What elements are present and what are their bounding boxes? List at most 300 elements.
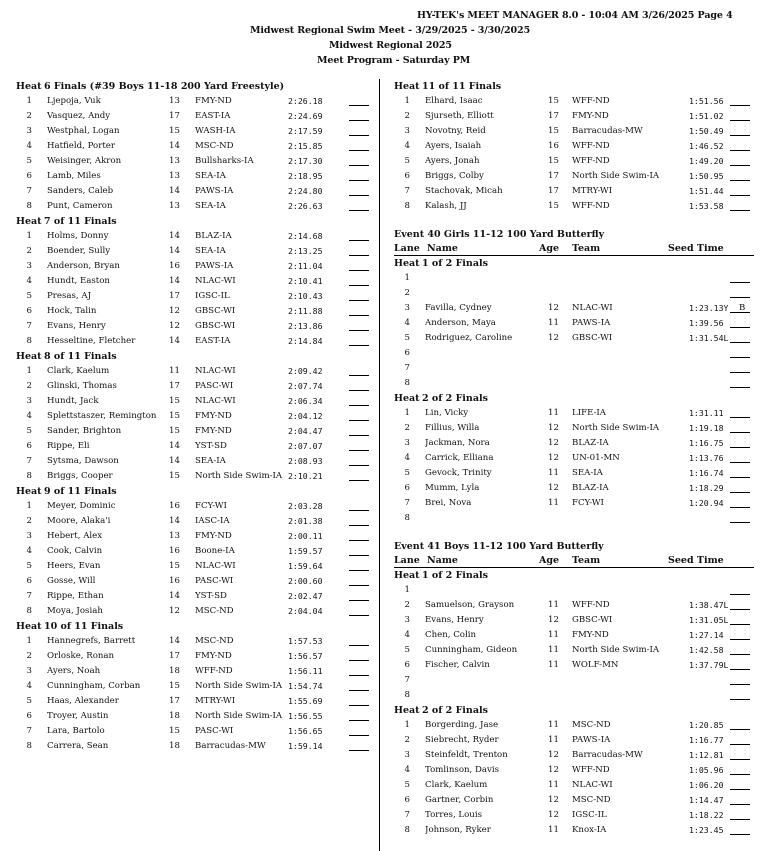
entry-row [16, 574, 372, 589]
lane-number: 2 [404, 735, 410, 745]
team-name: WFF-ND [572, 201, 610, 211]
swimmer-age: 13 [169, 201, 180, 211]
column-header [394, 554, 754, 568]
seed-time: 1:50.95 [689, 171, 724, 181]
swimmer-name: Hebert, Alex [47, 531, 103, 541]
team-name: PAWS-IA [195, 186, 234, 196]
lane-number: 6 [404, 795, 410, 805]
lane-number: 3 [26, 126, 32, 136]
lane-number: 4 [26, 276, 32, 286]
swimmer-age: 12 [548, 810, 559, 820]
entry-row [16, 274, 372, 289]
right-column [394, 79, 754, 838]
team-name: North Side Swim-IA [195, 711, 283, 721]
column-lane: Lane [394, 243, 420, 254]
result-blank-line [349, 375, 369, 376]
swimmer-name: Punt, Cameron [47, 201, 113, 211]
team-name: PASC-WI [195, 576, 234, 586]
seed-time: 1:51.02 [689, 111, 724, 121]
lane-number: 3 [404, 438, 410, 448]
swimmer-age: 14 [169, 186, 180, 196]
result-blank-line [349, 585, 369, 586]
lane-number: 1 [26, 231, 32, 241]
lane-number: 7 [26, 186, 32, 196]
result-blank-line [730, 297, 750, 298]
heat-name: 1 of 2 Finals [422, 258, 488, 269]
team-name: MSC-ND [195, 141, 234, 151]
entry-row [16, 199, 372, 214]
entry-row [394, 139, 754, 154]
team-name: MSC-ND [572, 795, 611, 805]
lane-number: 7 [404, 498, 410, 508]
team-name: SEA-IA [195, 246, 226, 256]
team-name: NLAC-WI [195, 396, 236, 406]
seed-time: 1:05.96 [689, 765, 724, 775]
entry-row [16, 394, 372, 409]
result-blank-line [349, 750, 369, 751]
lane-number: 4 [404, 318, 410, 328]
swimmer-age: 12 [548, 765, 559, 775]
swimmer-age: 11 [548, 630, 559, 640]
swimmer-age: 13 [169, 156, 180, 166]
swimmer-age: 12 [169, 321, 180, 331]
team-name: MTRY-WI [195, 696, 236, 706]
lane-number: 2 [26, 516, 32, 526]
swimmer-age: 15 [169, 561, 180, 571]
meet-title: Midwest Regional Swim Meet - 3/29/2025 - 3/30/2025 [250, 25, 531, 36]
lane-number: 2 [26, 381, 32, 391]
seed-time: 1:31.54L [689, 333, 729, 343]
seed-time: 1:53.58 [689, 201, 724, 211]
team-name: FCY-WI [572, 498, 604, 508]
entry-row [394, 613, 754, 628]
team-name: IASC-IA [195, 516, 230, 526]
seed-time: 2:11.88 [288, 306, 323, 316]
seed-time: 2:13.86 [288, 321, 323, 331]
meet-name: Midwest Regional 2025 [329, 40, 452, 51]
swimmer-age: 14 [169, 231, 180, 241]
entry-row [394, 169, 754, 184]
seed-time: 2:14.68 [288, 231, 323, 241]
heat-label: Heat [16, 216, 42, 227]
seed-time: 1:49.20 [689, 156, 724, 166]
swimmer-age: 17 [169, 651, 180, 661]
swimmer-name: Hannegrefs, Barrett [47, 636, 136, 646]
result-blank-line [349, 135, 369, 136]
lane-number: 3 [404, 303, 410, 313]
swimmer-name: Westphal, Logan [47, 126, 120, 136]
seed-time: 1:12.81 [689, 750, 724, 760]
swimmer-name: Samuelson, Grayson [425, 600, 515, 610]
software-header: HY-TEK's MEET MANAGER 8.0 - 10:04 AM 3/26/2025 Page 4 [417, 10, 733, 21]
lane-number: 5 [404, 645, 410, 655]
seed-time: 2:08.93 [288, 456, 323, 466]
lane-number: 6 [26, 711, 32, 721]
lane-number: 7 [404, 810, 410, 820]
heat-title [394, 704, 754, 718]
seed-time: 2:17.59 [288, 126, 323, 136]
team-name: YST-SD [195, 441, 227, 451]
swimmer-name: Fillius, Willa [425, 423, 480, 433]
entry-row [394, 583, 754, 598]
swimmer-name: Johnson, Ryker [425, 825, 491, 835]
swimmer-name: Evans, Henry [425, 615, 484, 625]
swimmer-name: Cunningham, Gideon [425, 645, 518, 655]
result-blank-line [349, 705, 369, 706]
entry-row [394, 466, 754, 481]
swimmer-age: 11 [169, 366, 180, 376]
lane-number: 6 [404, 171, 410, 181]
entry-row [16, 544, 372, 559]
team-name: SEA-IA [195, 201, 226, 211]
result-blank-line [730, 804, 750, 805]
swimmer-name: Lara, Bartolo [47, 726, 105, 736]
swimmer-age: 12 [548, 615, 559, 625]
swimmer-age: 16 [169, 576, 180, 586]
seed-time: 2:10.43 [288, 291, 323, 301]
result-blank-line [349, 285, 369, 286]
program-title: Meet Program - Saturday PM [317, 55, 471, 66]
team-name: Boone-IA [195, 546, 235, 556]
result-blank-line [730, 372, 750, 373]
lane-number: 5 [26, 291, 32, 301]
lane-number: 7 [26, 321, 32, 331]
result-blank-line [349, 180, 369, 181]
entry-row [394, 301, 754, 316]
entry-row [394, 481, 754, 496]
column-age: Age [539, 243, 560, 254]
seed-time: 2:04.47 [288, 426, 323, 436]
time-qualifier: B [739, 303, 746, 313]
team-name: BLAZ-IA [572, 483, 609, 493]
lane-number: 1 [404, 720, 410, 730]
entry-row [394, 361, 754, 376]
swimmer-name: Chen, Colin [425, 630, 476, 640]
swimmer-age: 17 [548, 111, 559, 121]
entry-row [16, 679, 372, 694]
swimmer-name: Kalash, JJ [425, 201, 467, 211]
entry-row [394, 718, 754, 733]
result-blank-line [730, 834, 750, 835]
result-blank-line [349, 210, 369, 211]
swimmer-name: Cook, Calvin [47, 546, 103, 556]
swimmer-age: 11 [548, 645, 559, 655]
swimmer-name: Cunningham, Corban [47, 681, 141, 691]
lane-number: 5 [404, 156, 410, 166]
swimmer-name: Jackman, Nora [425, 438, 490, 448]
entry-row [16, 529, 372, 544]
lane-number: 5 [26, 561, 32, 571]
entry-row [16, 694, 372, 709]
swimmer-name: Orloske, Ronan [47, 651, 115, 661]
team-name: WFF-ND [572, 600, 610, 610]
swimmer-name: Holms, Donny [47, 231, 109, 241]
column-age: Age [539, 555, 560, 566]
swimmer-age: 11 [548, 825, 559, 835]
lane-number: 5 [26, 156, 32, 166]
result-blank-line [349, 195, 369, 196]
heat-label: Heat [16, 486, 42, 497]
entry-row [394, 778, 754, 793]
swimmer-age: 14 [169, 441, 180, 451]
swimmer-age: 12 [548, 483, 559, 493]
lane-number: 1 [26, 96, 32, 106]
result-blank-line [730, 120, 750, 121]
lane-number: 7 [26, 591, 32, 601]
entry-row [16, 439, 372, 454]
swimmer-age: 11 [548, 468, 559, 478]
swimmer-name: Weisinger, Akron [47, 156, 122, 166]
swimmer-name: Elhard, Isaac [425, 96, 483, 106]
lane-number: 3 [404, 126, 410, 136]
swimmer-age: 13 [169, 171, 180, 181]
seed-time: 2:06.34 [288, 396, 323, 406]
result-blank-line [349, 435, 369, 436]
swimmer-age: 12 [548, 438, 559, 448]
seed-time: 2:04.04 [288, 606, 323, 616]
swimmer-name: Hock, Talin [47, 306, 97, 316]
result-blank-line [349, 525, 369, 526]
swimmer-name: Novotny, Reid [425, 126, 486, 136]
heat-label: Heat [16, 351, 42, 362]
team-name: YST-SD [195, 591, 227, 601]
lane-number: 8 [404, 378, 410, 388]
lane-number: 4 [404, 141, 410, 151]
swimmer-age: 12 [548, 303, 559, 313]
swimmer-name: Hatfield, Porter [47, 141, 115, 151]
swimmer-name: Sytsma, Dawson [47, 456, 119, 466]
heat-name: 1 of 2 Finals [422, 570, 488, 581]
swimmer-age: 12 [548, 750, 559, 760]
seed-time: 2:26.18 [288, 96, 323, 106]
swimmer-age: 15 [169, 471, 180, 481]
result-blank-line [349, 540, 369, 541]
lane-number: 8 [404, 201, 410, 211]
swimmer-name: Sjurseth, Elliott [425, 111, 494, 121]
seed-time: 1:56.55 [288, 711, 323, 721]
entry-row [16, 739, 372, 754]
swimmer-age: 14 [169, 276, 180, 286]
swimmer-name: Hundt, Easton [47, 276, 110, 286]
entry-row [394, 808, 754, 823]
entry-row [394, 658, 754, 673]
swimmer-age: 15 [169, 681, 180, 691]
swimmer-age: 11 [548, 720, 559, 730]
swimmer-age: 15 [548, 126, 559, 136]
entry-row [16, 319, 372, 334]
result-blank-line [349, 570, 369, 571]
seed-time: 1:23.45 [689, 825, 724, 835]
result-blank-line [349, 405, 369, 406]
seed-time: 1:46.52 [689, 141, 724, 151]
team-name: EAST-IA [195, 111, 231, 121]
result-blank-line [730, 744, 750, 745]
team-name: MSC-ND [572, 720, 611, 730]
swimmer-name: Hesseltine, Fletcher [47, 336, 136, 346]
result-blank-line [730, 105, 750, 106]
seed-time: 1:57.53 [288, 636, 323, 646]
swimmer-name: Carrera, Sean [47, 741, 109, 751]
swimmer-name: Mumm, Lyla [425, 483, 480, 493]
lane-number: 2 [404, 423, 410, 433]
team-name: FMY-ND [195, 426, 232, 436]
entry-row [394, 451, 754, 466]
seed-time: 1:18.29 [689, 483, 724, 493]
swimmer-name: Briggs, Cooper [47, 471, 113, 481]
seed-time: 1:31.05L [689, 615, 729, 625]
swimmer-name: Ayers, Jonah [425, 156, 480, 166]
heat-name: 2 of 2 Finals [422, 705, 488, 716]
swimmer-age: 14 [169, 141, 180, 151]
swimmer-name: Stachovak, Micah [425, 186, 503, 196]
entry-row [16, 514, 372, 529]
team-name: FMY-ND [195, 651, 232, 661]
seed-time: 1:56.57 [288, 651, 323, 661]
swimmer-name: Carrick, Elliana [425, 453, 494, 463]
lane-number: 4 [26, 411, 32, 421]
seed-time: 1:16.77 [689, 735, 724, 745]
swimmer-age: 12 [548, 795, 559, 805]
result-blank-line [349, 330, 369, 331]
seed-time: 2:09.42 [288, 366, 323, 376]
entry-row [394, 199, 754, 214]
entry-row [394, 376, 754, 391]
result-blank-line [730, 654, 750, 655]
swimmer-age: 15 [548, 96, 559, 106]
entry-row [394, 184, 754, 199]
entry-row [16, 499, 372, 514]
heat-name: 11 of 11 Finals [422, 81, 502, 92]
swimmer-age: 12 [548, 333, 559, 343]
result-blank-line [349, 720, 369, 721]
entry-row [16, 454, 372, 469]
result-blank-line [349, 105, 369, 106]
swimmer-age: 18 [169, 666, 180, 676]
result-blank-line [730, 789, 750, 790]
entry-row [394, 763, 754, 778]
swimmer-age: 15 [169, 411, 180, 421]
result-blank-line [349, 240, 369, 241]
team-name: North Side Swim-IA [195, 471, 283, 481]
result-blank-line [730, 417, 750, 418]
team-name: PAWS-IA [572, 735, 611, 745]
event-title: Event 40 Girls 11-12 100 Yard Butterfly [394, 229, 605, 240]
swimmer-name: Torres, Louis [425, 810, 482, 820]
lane-number: 3 [26, 396, 32, 406]
result-blank-line [349, 465, 369, 466]
result-blank-line [730, 819, 750, 820]
seed-time: 1:19.18 [689, 423, 724, 433]
swimmer-name: Moore, Alaka'i [47, 516, 111, 526]
team-name: GBSC-WI [195, 321, 236, 331]
heat-title [394, 569, 754, 583]
heat-label: Heat [394, 81, 420, 92]
swimmer-name: Lamb, Miles [47, 171, 101, 181]
entry-row [16, 154, 372, 169]
team-name: SEA-IA [195, 456, 226, 466]
swimmer-age: 12 [169, 306, 180, 316]
seed-time: 2:00.60 [288, 576, 323, 586]
swimmer-name: Hundt, Jack [47, 396, 99, 406]
lane-number: 8 [26, 741, 32, 751]
seed-time: 1:31.11 [689, 408, 724, 418]
result-blank-line [730, 195, 750, 196]
lane-number: 6 [26, 306, 32, 316]
swimmer-age: 15 [548, 201, 559, 211]
team-name: UN-01-MN [572, 453, 620, 463]
entry-row [394, 598, 754, 613]
swimmer-age: 14 [169, 336, 180, 346]
column-seed-time: Seed Time [668, 555, 724, 566]
result-blank-line [730, 759, 750, 760]
lane-number: 2 [26, 111, 32, 121]
entry-row [16, 94, 372, 109]
team-name: MSC-ND [195, 636, 234, 646]
lane-number: 8 [26, 336, 32, 346]
heat-name: 7 of 11 Finals [44, 216, 117, 227]
entry-row [394, 628, 754, 643]
swimmer-age: 11 [548, 600, 559, 610]
swimmer-age: 17 [169, 381, 180, 391]
lane-number: 2 [404, 600, 410, 610]
seed-time: 1:14.47 [689, 795, 724, 805]
team-name: WFF-ND [195, 666, 233, 676]
swimmer-age: 16 [169, 501, 180, 511]
entry-row [16, 724, 372, 739]
lane-number: 7 [404, 675, 410, 685]
seed-time: 2:07.74 [288, 381, 323, 391]
entry-row [16, 304, 372, 319]
column-team: Team [572, 555, 601, 566]
entry-row [394, 823, 754, 838]
lane-number: 5 [404, 468, 410, 478]
swimmer-age: 15 [169, 396, 180, 406]
swimmer-age: 17 [169, 291, 180, 301]
lane-number: 8 [26, 201, 32, 211]
swimmer-age: 14 [169, 591, 180, 601]
seed-time: 1:55.69 [288, 696, 323, 706]
swimmer-age: 17 [548, 171, 559, 181]
swimmer-name: Fischer, Calvin [425, 660, 490, 670]
team-name: IGSC-IL [195, 291, 230, 301]
team-name: NLAC-WI [572, 303, 613, 313]
column-header [394, 242, 754, 256]
team-name: WFF-ND [572, 765, 610, 775]
result-blank-line [349, 510, 369, 511]
column-team: Team [572, 243, 601, 254]
seed-time: 1:51.44 [689, 186, 724, 196]
swimmer-name: Gartner, Corbin [425, 795, 494, 805]
team-name: WFF-ND [572, 156, 610, 166]
heat-label: Heat [394, 393, 420, 404]
entry-row [16, 259, 372, 274]
swimmer-name: Clark, Kaelum [47, 366, 110, 376]
result-blank-line [349, 615, 369, 616]
swimmer-name: Lin, Vicky [425, 408, 469, 418]
team-name: GBSC-WI [572, 333, 613, 343]
entry-row [394, 331, 754, 346]
entry-row [394, 436, 754, 451]
lane-number: 1 [404, 408, 410, 418]
swimmer-name: Splettstaszer, Remington [47, 411, 157, 421]
team-name: PAWS-IA [572, 318, 611, 328]
heat-title [16, 215, 372, 229]
seed-time: 2:17.30 [288, 156, 323, 166]
lane-number: 5 [26, 696, 32, 706]
entry-row [16, 364, 372, 379]
result-blank-line [730, 342, 750, 343]
lane-number: 8 [404, 825, 410, 835]
